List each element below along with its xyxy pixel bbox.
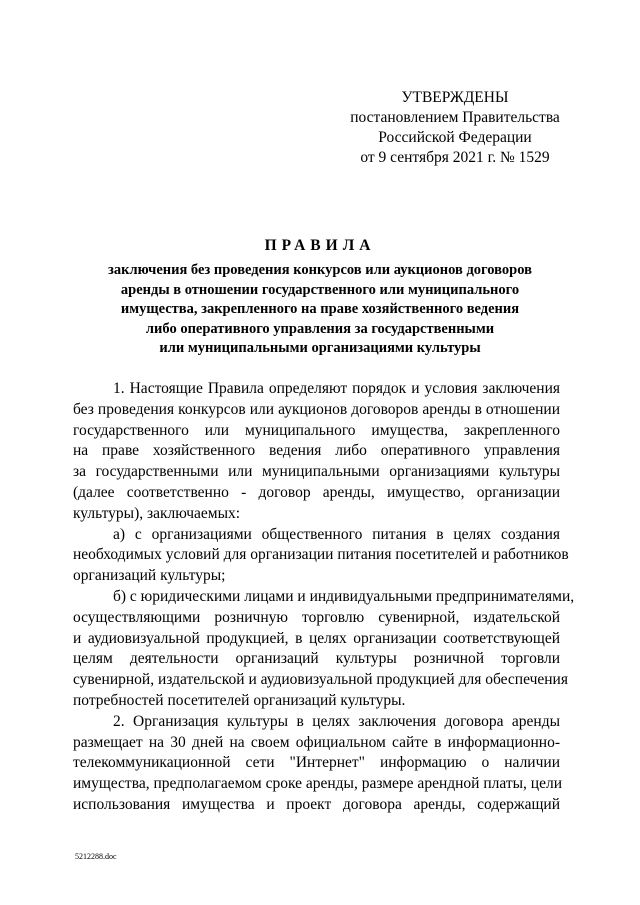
paragraph-line: на праве хозяйственного ведения либо оперативного управления (73, 442, 560, 460)
file-name-footer: 5212288.doc (75, 852, 117, 861)
paragraph-line: (далее соответственно - договор аренды, имущество, организации (73, 483, 560, 501)
paragraph-first-line: 1. Настоящие Правила определяют порядок и условия заключения (113, 380, 560, 397)
paragraph-line: за государственными или муниципальными организациями культуры (73, 463, 560, 481)
approval-line: постановлением Правительства (350, 109, 560, 126)
document-subtitle (60, 261, 580, 359)
paragraph-line: необходимых условий для организации питания посетителей и работников (73, 546, 569, 564)
approval-line: Российской Федерации (378, 129, 532, 146)
paragraph-line: культуры), заключаемых: (73, 504, 241, 522)
paragraph-line: организаций культуры; (73, 567, 226, 585)
subtitle-line: аренды в отношении государственного или муниципального (120, 281, 520, 298)
paragraph-first-line: а) с организациями общественного питания в целях создания (113, 525, 560, 543)
paragraph-first-line: б) с юридическими лицами и индивидуальными предпринимателями, (113, 587, 575, 605)
subtitle-line: либо оперативного управления за государственными (145, 320, 495, 337)
paragraph-line: осуществляющими розничную торговлю сувенирной, издательской (73, 608, 560, 626)
paragraph-line: использования имущества и проект договора аренды, содержащий (73, 795, 560, 813)
paragraph-line: потребностей посетителей организаций культуры. (73, 691, 406, 709)
paragraph-line: телекоммуникационной сети "Интернет" информацию о наличии (73, 754, 560, 772)
paragraph-line: имущества, предполагаемом сроке аренды, размере арендной платы, цели (73, 775, 562, 793)
paragraph-line: государственного или муниципального имущества, закрепленного (73, 421, 560, 439)
paragraph-line: размещает на 30 дней на своем официальном сайте в информационно- (73, 733, 560, 751)
paragraph-line: целям деятельности организаций культуры розничной торговли (73, 650, 560, 668)
paragraph-line: и аудиовизуальной продукцией, в целях организации соответствующей (73, 629, 560, 647)
approval-heading: УТВЕРЖДЕНЫ (401, 89, 509, 106)
document-title: ПРАВИЛА (264, 237, 376, 254)
paragraph-first-line: 2. Организация культуры в целях заключения договора аренды (113, 712, 560, 730)
subtitle-line: имущества, закрепленного на праве хозяйственного ведения (120, 301, 520, 317)
subtitle-line: заключения без проведения конкурсов или аукционов договоров (108, 262, 532, 278)
paragraph-line: сувенирной, издательской и аудиовизуальной продукцией для обеспечения (73, 671, 568, 689)
approval-block (340, 88, 570, 168)
subtitle-line: или муниципальными организациями культуры (159, 340, 481, 356)
paragraph-line: без проведения конкурсов или аукционов договоров аренды в отношении (73, 400, 560, 418)
document-body (73, 379, 575, 816)
approval-date-line: от 9 сентября 2021 г. № 1529 (360, 149, 550, 166)
